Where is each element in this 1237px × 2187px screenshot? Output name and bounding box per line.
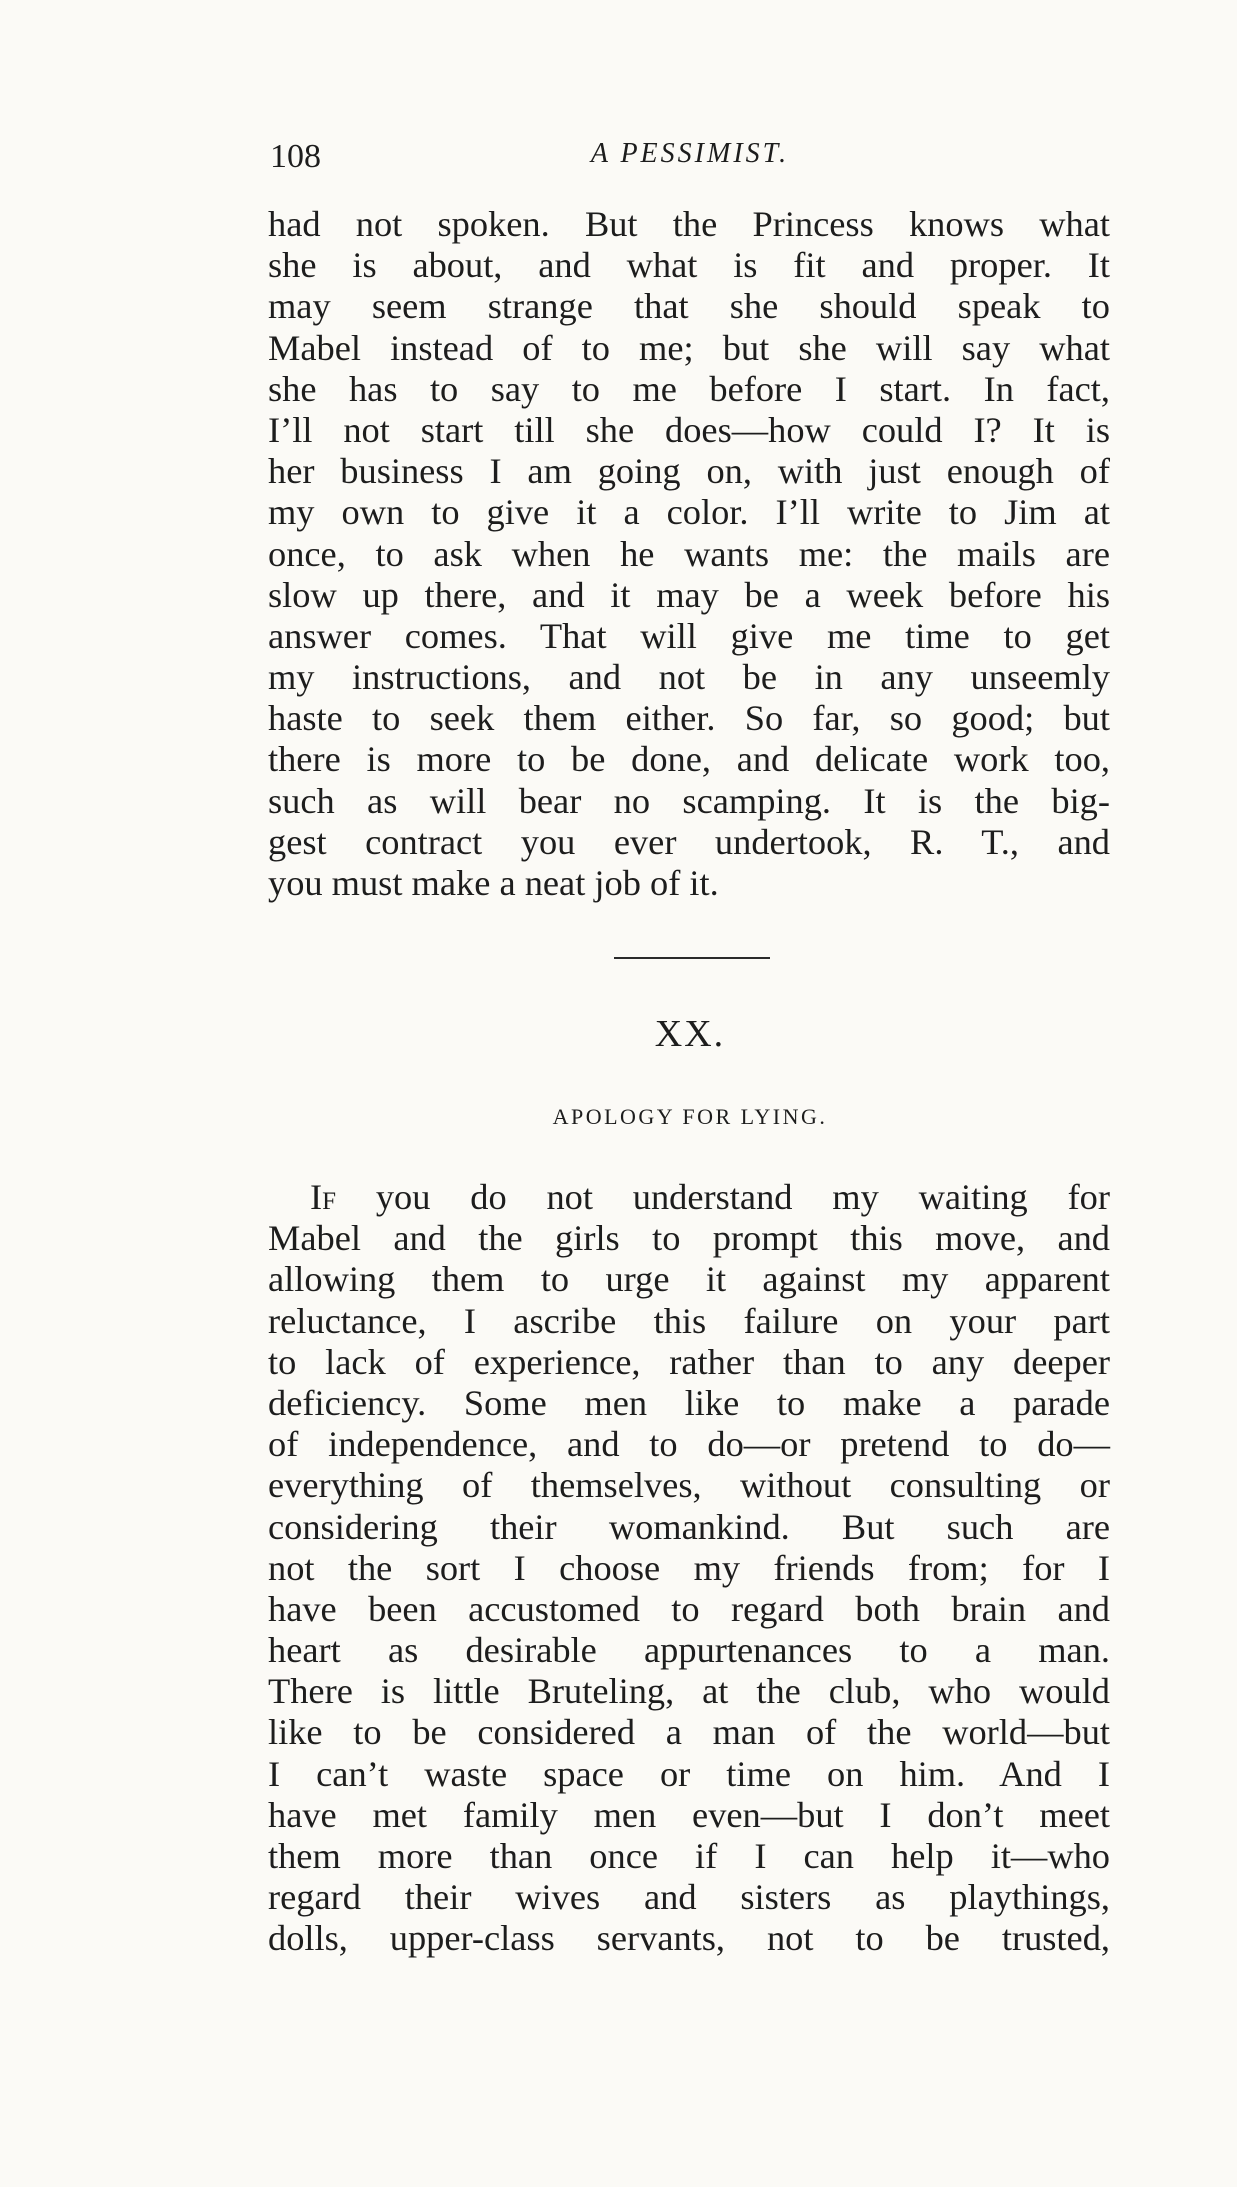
page-number: 108 xyxy=(270,138,321,175)
text-line: like to be considered a man of the world—but xyxy=(268,1712,1110,1753)
text-line: not the sort I choose my friends from; for I xyxy=(268,1547,1110,1588)
text-line: Mabel and the girls to prompt this move, and xyxy=(268,1218,1110,1259)
text-line: I’ll not start till she does—how could I? It is xyxy=(268,409,1110,450)
text-line: I can’t waste space or time on him. And I xyxy=(268,1753,1110,1794)
text-line: There is little Bruteling, at the club, who would xyxy=(268,1671,1110,1712)
text-line: my instructions, and not be in any unseemly xyxy=(268,657,1110,698)
text-line: have met family men even—but I don’t meet xyxy=(268,1794,1110,1835)
text-line: there is more to be done, and delicate work too, xyxy=(268,739,1110,780)
text-line: answer comes. That will give me time to get xyxy=(268,615,1110,656)
text-line: slow up there, and it may be a week before his xyxy=(268,574,1110,615)
first-line-text: you do not understand my waiting for xyxy=(336,1177,1110,1217)
text-line: you must make a neat job of it. xyxy=(268,863,719,903)
text-line: regard their wives and sisters as playthings, xyxy=(268,1877,1110,1918)
text-line: she is about, and what is fit and proper. It xyxy=(268,245,1110,286)
running-head xyxy=(270,138,1110,182)
text-line: allowing them to urge it against my apparent xyxy=(268,1259,1110,1300)
text-line: deficiency. Some men like to make a parade xyxy=(268,1382,1110,1423)
text-line: reluctance, I ascribe this failure on your part xyxy=(268,1300,1110,1341)
text-line: everything of themselves, without consulting or xyxy=(268,1465,1110,1506)
chapter-paragraph xyxy=(268,1177,1110,1960)
text-line: of independence, and to do—or pretend to do— xyxy=(268,1424,1110,1465)
text-line: once, to ask when he wants me: the mails are xyxy=(268,533,1110,574)
running-title: A PESSIMIST. xyxy=(590,138,790,169)
text-line-first xyxy=(268,1177,1110,1218)
chapter-number: XX. xyxy=(654,1013,726,1055)
section-divider xyxy=(614,957,770,959)
text-line: her business I am going on, with just enough of xyxy=(268,451,1110,492)
text-line: she has to say to me before I start. In fact, xyxy=(268,368,1110,409)
text-line: gest contract you ever undertook, R. T., and xyxy=(268,821,1110,862)
text-line: may seem strange that she should speak to xyxy=(268,286,1110,327)
text-line: haste to seek them either. So far, so good; but xyxy=(268,698,1110,739)
text-line: heart as desirable appurtenances to a man. xyxy=(268,1630,1110,1671)
text-line: considering their womankind. But such are xyxy=(268,1506,1110,1547)
text-line: such as will bear no scamping. It is the big- xyxy=(268,780,1110,821)
text-line: had not spoken. But the Princess knows what xyxy=(268,204,1110,244)
paragraph-continued xyxy=(268,204,1110,904)
text-line: them more than once if I can help it—who xyxy=(268,1836,1110,1876)
chapter-title: APOLOGY FOR LYING. xyxy=(552,1104,828,1129)
text-line: my own to give it a color. I’ll write to Jim at xyxy=(268,492,1110,533)
text-line: to lack of experience, rather than to any deeper xyxy=(268,1341,1110,1382)
opening-word: If xyxy=(310,1177,337,1217)
text-line: have been accustomed to regard both brain and xyxy=(268,1588,1110,1629)
text-line: dolls, upper-class servants, not to be trusted, xyxy=(268,1918,1110,1959)
text-line: Mabel instead of to me; but she will say what xyxy=(268,327,1110,368)
